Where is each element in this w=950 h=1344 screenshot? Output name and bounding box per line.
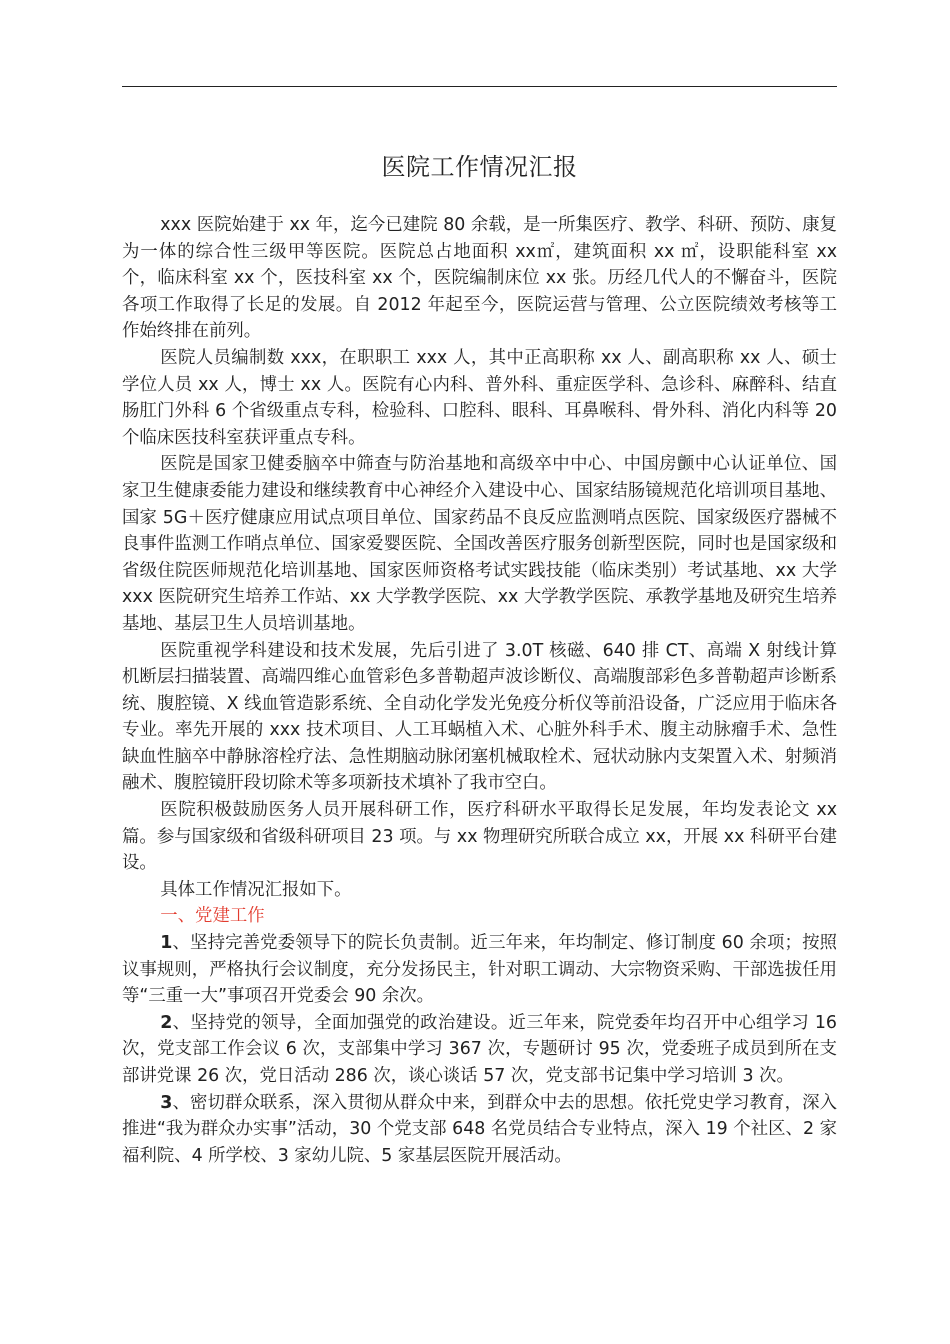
- header-rule: [122, 86, 837, 87]
- item-text: 、坚持党的领导，全面加强党的政治建设。近三年来，院党委年均召开中心组学习 16 次，党支部工作会议 6 次，支部集中学习 367 次，专题研讨 95 次，党委班子成员到所在支部讲党课 26 次，党日活动 286 次，谈心谈话 57 次，党支部书记集中学习培训 3 次。: [122, 1012, 837, 1086]
- item-text: 、密切群众联系，深入贯彻从群众中来，到群众中去的思想。依托党史学习教育，深入推进“我为群众办实事”活动，30 个党支部 648 名党员结合专业特点，深入 19 个社区、2 家福利院、4 所学校、3 家幼儿院、5 家基层医院开展活动。: [122, 1092, 837, 1166]
- page-title: 医院工作情况汇报: [381, 153, 578, 181]
- paragraph-technology: 医院重视学科建设和技术发展，先后引进了 3.0T 核磁、640 排 CT、高端 X 射线计算机断层扫描装置、高端四维心血管彩色多普勒超声波诊断仪、高端腹部彩色多普勒超声诊断系统、腹腔镜、X 线血管造影系统、全自动化学发光免疫分析仪等前沿设备，广泛应用于临床各专业。率先开展的 xxx 技术项目、人工耳蜗植入术、心脏外科手术、腹主动脉瘤手术、急性缺血性脑卒中静脉溶栓疗法、急性期脑动脉闭塞机械取栓术、冠状动脉内支架置入术、射频消融术、腹腔镜肝段切除术等多项新技术填补了我市空白。: [122, 640, 837, 794]
- paragraph-qualifications: 医院是国家卫健委脑卒中筛查与防治基地和高级卒中中心、中国房颤中心认证单位、国家卫生健康委能力建设和继续教育中心神经介入建设中心、国家结肠镜规范化培训项目基地、国家 5G＋医疗健康应用试点项目单位、国家药品不良反应监测哨点医院、国家级医疗器械不良事件监测工作哨点单位、国家爱婴医院、全国改善医疗服务创新型医院，同时也是国家级和省级住院医师规范化培训基地、国家医师资格考试实践技能（临床类别）考试基地、xx 大学 xxx 医院研究生培养工作站、xx 大学教学医院、xx 大学教学医院、承教学基地及研究生培养基地、基层卫生人员培训基地。: [122, 454, 837, 634]
- section-item-3: [122, 1090, 837, 1170]
- item-number: 1: [160, 933, 173, 954]
- paragraph-intro: xxx 医院始建于 xx 年，迄今已建院 80 余载，是一所集医疗、教学、科研、预防、康复为一体的综合性三级甲等医院。医院总占地面积 xx㎡，建筑面积 xx ㎡，设职能科室 xx 个，临床科室 xx 个，医技科室 xx 个，医院编制床位 xx 张。历经几代人的不懈奋斗，医院各项工作取得了长足的发展。自 2012 年起至今，医院运营与管理、公立医院绩效考核等工作始终排在前列。: [122, 215, 837, 342]
- section-item-2: [122, 1010, 837, 1090]
- paragraph-staff: 医院人员编制数 xxx，在职职工 xxx 人，其中正高职称 xx 人、副高职称 xx 人、硕士学位人员 xx 人，博士 xx 人。医院有心内科、普外科、重症医学科、急诊科、麻醉科、结直肠肛门外科 6 个省级重点专科，检验科、口腔科、眼科、耳鼻喉科、骨外科、消化内科等 20 个临床医技科室获评重点专科。: [122, 347, 837, 448]
- section-heading-party-building: 一、党建工作: [160, 906, 265, 927]
- item-number: 2: [160, 1012, 173, 1033]
- section-item-1: [122, 930, 837, 1010]
- item-text: 、坚持完善党委领导下的院长负责制。近三年来，年均制定、修订制度 60 余项；按照议事规则，严格执行会议制度，充分发扬民主，针对职工调动、大宗物资采购、干部选拔任用等“三重一大”事项召开党委会 90 余次。: [122, 933, 837, 1007]
- item-number: 3: [160, 1092, 173, 1113]
- document-body: [122, 212, 837, 1169]
- paragraph-transition: 具体工作情况汇报如下。: [160, 879, 352, 900]
- paragraph-research: 医院积极鼓励医务人员开展科研工作，医疗科研水平取得长足发展，年均发表论文 xx 篇。参与国家级和省级科研项目 23 项。与 xx 物理研究所联合成立 xx，开展 xx 科研平台建设。: [122, 800, 837, 874]
